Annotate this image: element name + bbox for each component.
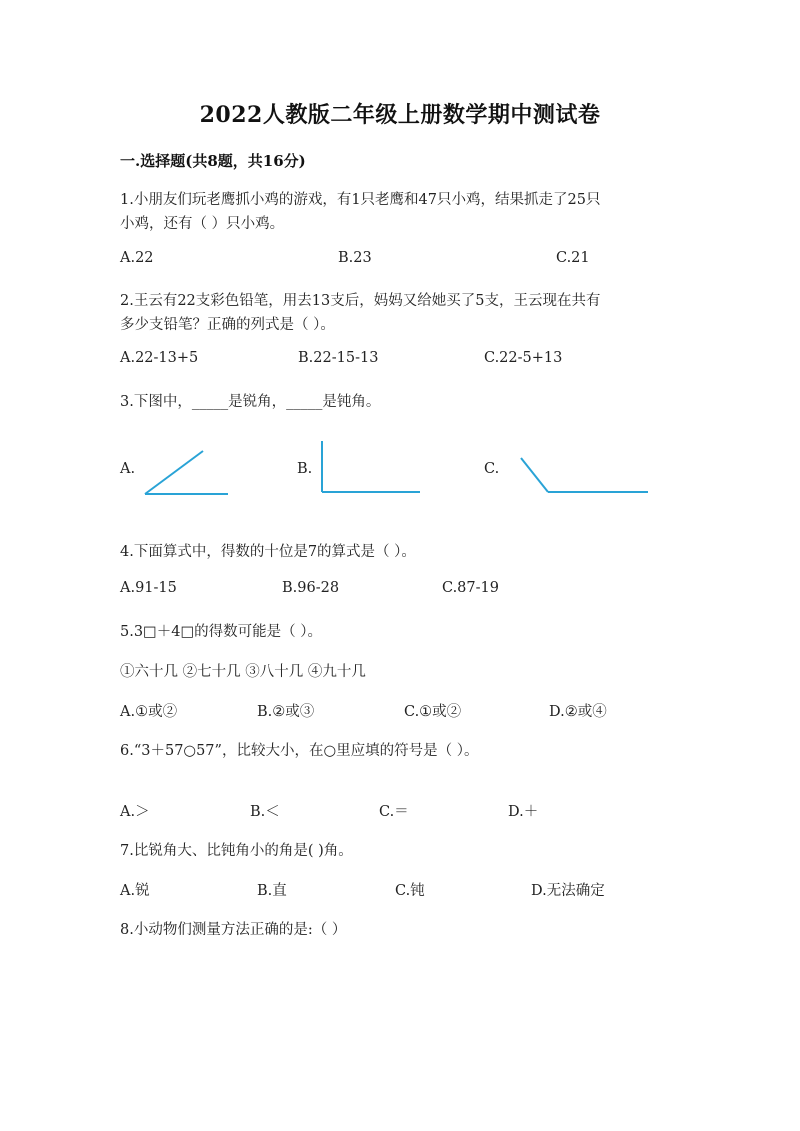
- page-title: 2022人教版二年级上册数学期中测试卷: [199, 102, 601, 128]
- question-5-option-b: B.②或③: [257, 704, 315, 720]
- question-5-option-a: A.①或②: [120, 704, 178, 720]
- figure-label-a: A.: [120, 461, 136, 477]
- question-1-line-1: 1.小朋友们玩老鹰抓小鸡的游戏，有1只老鹰和47只小鸡，结果抓走了25只: [120, 192, 601, 208]
- question-6-option-d: D.＋: [508, 804, 539, 820]
- question-4-option-b: B.96-28: [282, 580, 340, 596]
- question-1-line-2: 小鸡，还有（ ）只小鸡。: [120, 216, 285, 232]
- question-7-option-d: D.无法确定: [531, 883, 605, 899]
- question-7-option-c: C.钝: [395, 883, 425, 899]
- angle-c-ray-1: [521, 458, 548, 492]
- right-angle-figure: [316, 438, 426, 498]
- question-2-option-c: C.22-5+13: [484, 350, 563, 366]
- question-2-option-a: A.22-13+5: [120, 350, 199, 366]
- question-7-option-b: B.直: [257, 883, 287, 899]
- question-2-option-b: B.22-15-13: [298, 350, 379, 366]
- question-5-option-d: D.②或④: [549, 704, 607, 720]
- figure-label-c: C.: [484, 461, 500, 477]
- question-5-text: 5.3□＋4□的得数可能是（ ）。: [120, 624, 323, 640]
- question-1-option-b: B.23: [338, 250, 372, 266]
- question-3-text: 3.下图中，_____是锐角，_____是钝角。: [120, 394, 381, 410]
- question-5-option-c: C.①或②: [404, 704, 462, 720]
- question-1-option-c: C.21: [556, 250, 590, 266]
- question-8-text: 8.小动物们测量方法正确的是:（ ）: [120, 922, 347, 938]
- question-4-text: 4.下面算式中，得数的十位是7的算式是（ ）。: [120, 544, 416, 560]
- question-6-option-b: B.＜: [250, 804, 280, 820]
- question-7-text: 7.比锐角大、比钝角小的角是( )角。: [120, 843, 353, 859]
- question-6-option-a: A.＞: [120, 804, 150, 820]
- question-1-option-a: A.22: [120, 250, 154, 266]
- acute-angle-figure: [140, 448, 235, 498]
- obtuse-angle-figure: [515, 452, 655, 500]
- figure-label-b: B.: [297, 461, 313, 477]
- angle-a-ray-2: [145, 451, 203, 494]
- question-4-option-a: A.91-15: [120, 580, 177, 596]
- question-2-line-1: 2.王云有22支彩色铅笔，用去13支后，妈妈又给她买了5支，王云现在共有: [120, 293, 601, 309]
- question-7-option-a: A.锐: [120, 883, 150, 899]
- question-6-text: 6.“3＋57○57”，比较大小，在○里应填的符号是（ ）。: [120, 743, 479, 759]
- question-6-option-c: C.＝: [379, 804, 409, 820]
- question-5-choices: ①六十几 ②七十几 ③八十几 ④九十几: [120, 664, 366, 680]
- question-2-line-2: 多少支铅笔？正确的列式是（ ）。: [120, 317, 335, 333]
- section-heading: 一.选择题(共8题，共16分): [120, 152, 306, 170]
- question-4-option-c: C.87-19: [442, 580, 499, 596]
